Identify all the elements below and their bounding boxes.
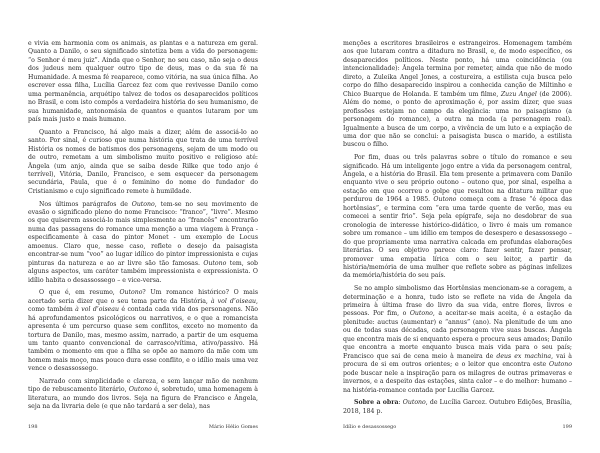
- italic-text: Outono: [549, 361, 572, 369]
- bold-text: Sobre a obra: [354, 399, 399, 407]
- page-number: 199: [562, 424, 572, 430]
- running-head-author: Mário Hélio Gomes: [208, 424, 258, 430]
- paragraph: [28, 129, 258, 197]
- left-page-body: [28, 40, 258, 416]
- paragraph: [28, 201, 258, 286]
- text-run: Por fim, duas ou três palavras sobre o título do romance e seu significado. Há um inteligente jogo entre a vida da personagem central, Ângela, e a história do Brasil. Ela tem presente a primavera com Danilo enquanto vive o seu próprio outono – outono que, por sinal, espelha a estação em que ocorreu o golpe que resultou na ditatura militar que perdurou de 1964 a 1985.: [343, 154, 572, 204]
- italic-text: à vol d’oiseau: [210, 297, 257, 305]
- right-page: [300, 0, 600, 453]
- text-run: e vivia em harmonia com os animais, as plantas e a natureza em geral. Quanto a Danilo, o seu significado sintetiza bem a vida do personagem: “o Senhor é meu juiz”. Ainda que o Senhor, no seu caso, não seja o deus dos judeus nem qualquer outro tipo de deus, mas o da sua fé na Humanidade. A mesma fé reaparece, como vitória, na sua única filha. Ao escrever essa filha, Lucília Garcez fez com que revivesse Danilo como uma permanência, arquétipo talvez de todos os desaparecidos políticos no Brasil, e com isto compôs a verdadeira história do seu humanismo, de sua humanidade, antonomásia de quantos e quantos lutaram por um país mais justo e mais humano.: [28, 40, 258, 124]
- text-run: Nos últimos parágrafos de: [39, 200, 132, 208]
- text-run: menções a escritores brasileiros e estrangeiros. Homenagem também aos que lutaram contra a ditadura no Brasil, e, de modo específico, os desaparecidos políticos. Neste ponto, há uma coincidência (ou intencionalidade): Ângela termina por remeter, ainda que não de modo direto, a Zuleika Angel Jones, a costureira, a estilista cuja busca pelo corpo do filho desaparecido inspirou a conhecida canção de Miltinho e Chico Buarque de Holanda. E também um filme,: [343, 40, 572, 98]
- right-page-body: [343, 40, 572, 420]
- page-number: 198: [28, 424, 38, 430]
- text-run: é, sobretudo, uma homenagem à literatura, ao mundo dos livros. Seja na figura de Francisco e Ângela, seja na da livraria dele (e que não tardará a ser dela), nas: [28, 386, 258, 411]
- paragraph: [343, 40, 572, 150]
- italic-text: Outono: [119, 289, 143, 297]
- text-run: (de 2006). Além do nome, o ponto de aproximação é, por assim dizer, que suas profissões estejam no campo da elegância: uma no paisagismo (a personagem do romance), a outra na moda (a personagem real). Igualmente a busca de um corpo, a vivência de um luto e a expiação de uma dor que não se conclui: a paisagista busca o marido, a estilista buscou o filho.: [343, 90, 572, 149]
- text-run: começa com a frase “é época das hortênsias”, e termina com “era uma tarde quente de verão, mas eu comecei a sentir frio”. Seja pela epígrafe, seja no desdobrar de sua cronologia de interesse histórico-didático, o livro é mais um romance sobre um romance – um idílio em tempos de desespero e desassossego – do que propriamente uma narrativa calcada em profundas elaborações literárias. O seu objetivo parece claro: fazer sentir, fazer pensar, promover uma empatia lírica com o seu leitor, a partir da história/memória de uma mulher que reflete sobre as páginas infelizes da memória/história do seu país.: [343, 196, 572, 280]
- text-run: Se no amplo simbolismo das Hortênsias mencionam-se a coragem, a determinação e a honra, tudo isto se reflete na vida de Ângela da primeira à última frase do livro da sua vida, entre flores, livros e pessoas. Por fim, o: [343, 285, 572, 318]
- italic-text: Outono: [128, 386, 152, 394]
- text-run: , de Lucília Garcez. Outubro Edições, Brasília, 2018, 184 p.: [343, 399, 572, 415]
- italic-text: deus ex machina: [496, 352, 552, 360]
- italic-text: Outono: [409, 310, 433, 318]
- paragraph: [343, 154, 572, 281]
- text-run: :: [398, 399, 403, 407]
- text-run: , vai à procura de si em outros orientes; e o leitor que encontra este: [343, 352, 572, 369]
- paragraph: [28, 378, 258, 412]
- text-run: ? Um romance histórico? O mais acertado seria dizer que o seu tema parte da História,: [28, 289, 258, 305]
- paragraph: [343, 399, 572, 416]
- italic-text: Outono: [433, 196, 457, 204]
- italic-text: Outono: [402, 399, 426, 407]
- text-run: O que é, em resumo,: [39, 289, 120, 297]
- text-run: , como também: [28, 297, 258, 314]
- text-run: , tem-se no seu movimento de evasão o significado pleno do nome Francisco: “franco”, “livre”. Mesmo os que quiserem associá-lo mais simplesmente ao “francês” encontrarão numa das passagens do romance uma menção a uma viagem à França - especificamente à casa do pintor Monet - um exemplo de Locus amoenus. Claro que, nesse caso, reflete o desejo da paisagista encontrar-se num “voo” ao lugar idílico do pintor impressionista e cujas pinturas da natureza e ao ar livre são tão famosas.: [28, 200, 258, 267]
- text-run: , a aceitar-se mais aceita, é a estação da plenitude: auctus (aumentar) e “annus” (ano). Na plenitude de um ano ou de todas suas décadas, cada personagem vive suas buscas. Ângela que encontra mais de si enquanto espera e procura seus amados; Danilo que encontra a morte enquanto busca mais vida para o seu país; Francisco que sai de cena meio à maneira de: [343, 310, 572, 360]
- italic-text: à vol d’oiseau: [75, 306, 119, 314]
- italic-text: Outono: [203, 259, 227, 267]
- italic-text: Zuzu Angel: [500, 90, 537, 98]
- text-run: pode buscar nele a inspiração para os milagres de outras primaveras e invernos, e a despeito das estações, sinta calor – e do melhor: humano – na história-romance contada por Lucília Garcez.: [343, 369, 572, 394]
- text-run: tem, sob alguns aspectos, um caráter também impressionista e expressionista. O idílio habita o desassossego – e vice-versa.: [28, 259, 258, 284]
- text-run: Quanto a Francisco, há algo mais a dizer, além de associá-lo ao santo. Por sinal, é curioso que numa história que trata de uma terrível História os nomes de batismos dos personagens, sejam de um modo ou de outro, remetam a um simbolismo muito positivo e religioso até: Ângela (um anjo, ainda que se saiba desde Rilke que todo anjo é terrível), Vitória, Danilo, Francisco, e sem esquecer da personagem secundária, Paula, que é o feminino do nome do fundador do Cristianismo e cujo significado remete à humildade.: [28, 128, 258, 195]
- text-run: Narrado com simplicidade e clareza, e sem lançar mão de nenhum tipo de rebuscamento literário,: [28, 377, 258, 394]
- running-head-title: Idílio e desassossego: [343, 424, 397, 430]
- paragraph: [28, 40, 258, 125]
- text-run: é contada cada vida dos personagens. Não há aprofundamentos psicológicos ou narrativos, e o que a romancista apresenta é um percurso quase sem conflitos, exceto no momento da tortura de Danilo, mas, mesmo assim, narrado, a partir de um esquema um tanto quanto convencional de carrasco/vítima, ativo/passivo. Há também o momento em que a filha se opõe ao namoro da mãe com um homem mais moço, mas pouco dura esse conflito, e o idílio mais uma vez vence o desassossego.: [28, 306, 259, 373]
- paragraph: [343, 285, 572, 395]
- paragraph: [28, 289, 258, 374]
- italic-text: Outono: [131, 200, 155, 208]
